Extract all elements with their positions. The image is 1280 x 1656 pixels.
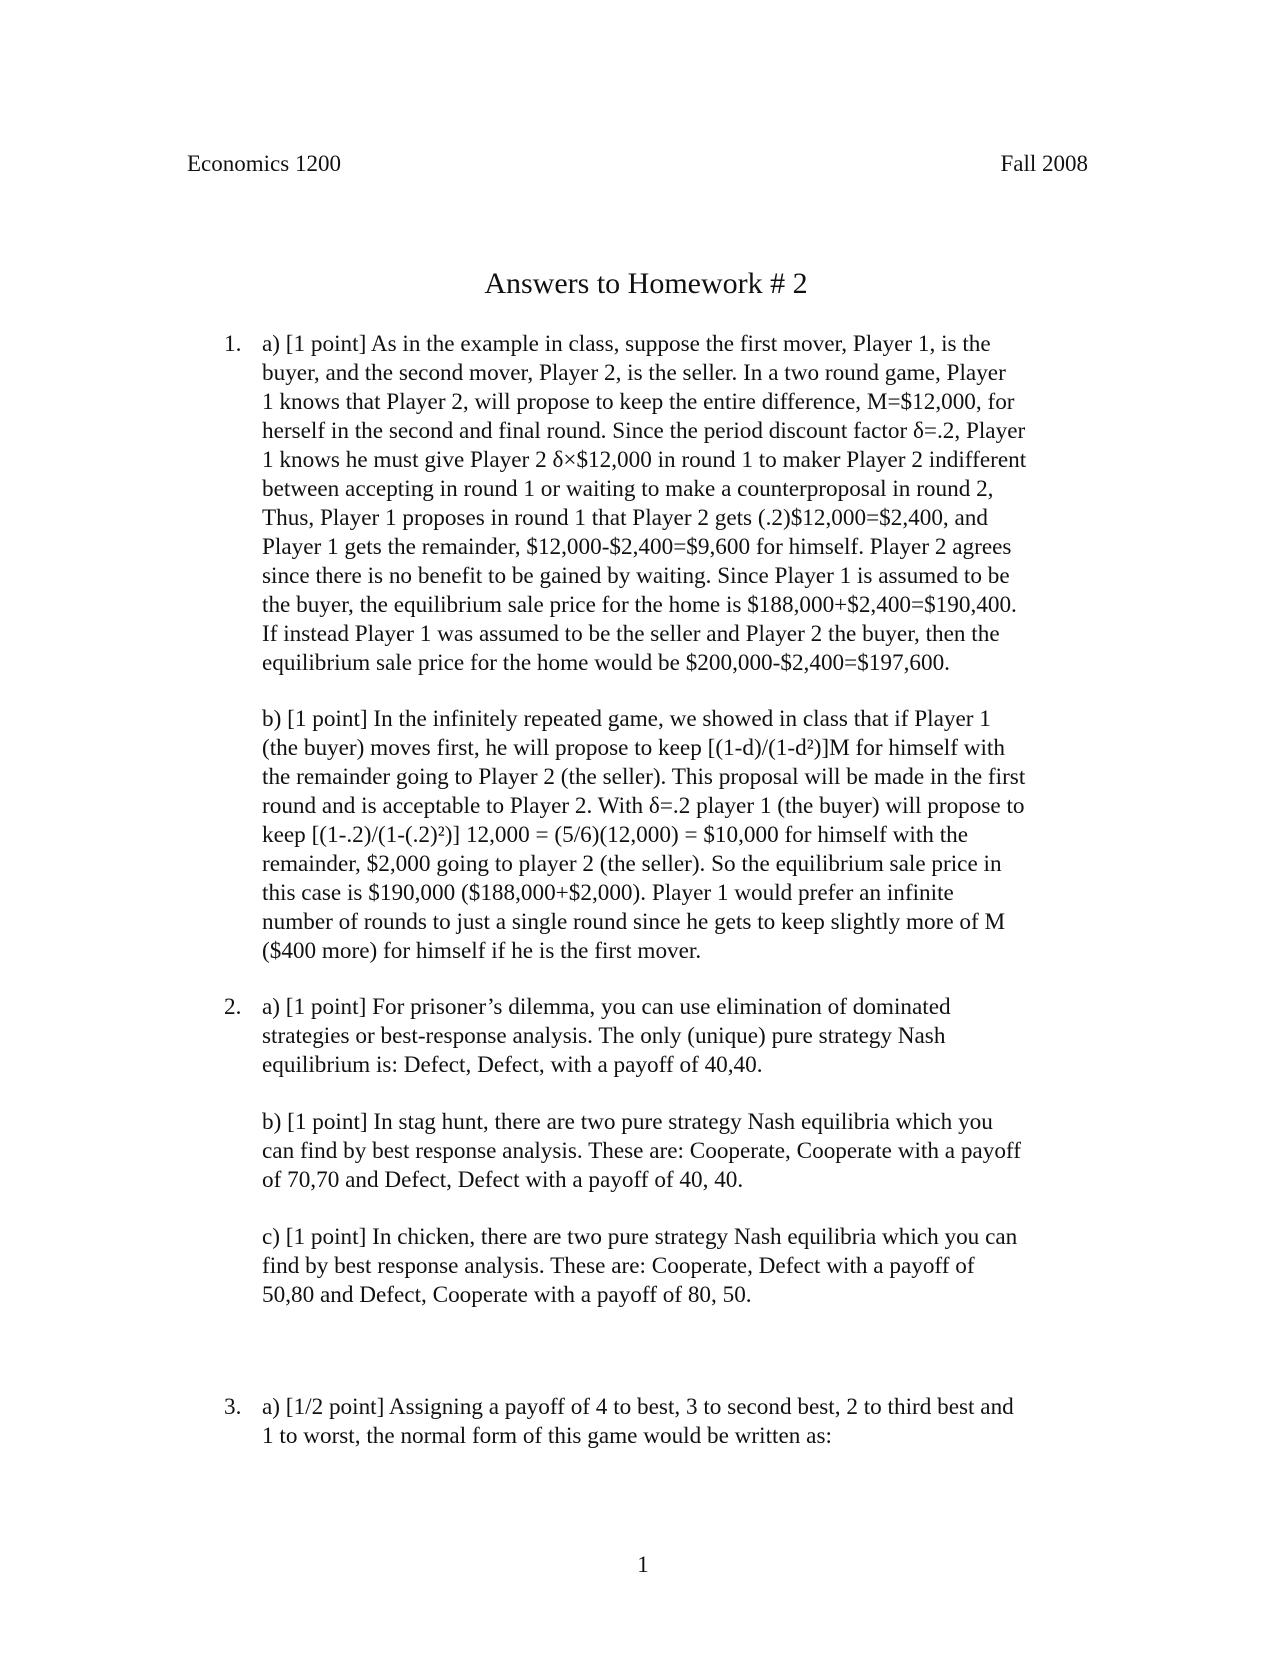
text-line: a) [1/2 point] Assigning a payoff of 4 to best, 3 to second best, 2 to third best and — [262, 1394, 1014, 1420]
text-line: since there is no benefit to be gained by waiting. Since Player 1 is assumed to be — [262, 563, 1010, 589]
question-2-number: 2. — [224, 994, 242, 1020]
text-line: c) [1 point] In chicken, there are two pure strategy Nash equilibria which you can — [262, 1224, 1018, 1250]
text-line: equilibrium is: Defect, Defect, with a payoff of 40,40. — [262, 1052, 763, 1078]
text-line: herself in the second and final round. Since the period discount factor δ=.2, Player — [262, 418, 1026, 444]
text-line: round and is acceptable to Player 2. With δ=.2 player 1 (the buyer) will propose to — [262, 793, 1025, 819]
question-2c-answer — [262, 1223, 1017, 1310]
text-line: 50,80 and Defect, Cooperate with a payoff of 80, 50. — [262, 1282, 752, 1308]
text-line: a) [1 point] For prisoner’s dilemma, you can use elimination of dominated — [262, 994, 951, 1020]
text-line: this case is $190,000 ($188,000+$2,000). Player 1 would prefer an infinite — [262, 880, 954, 906]
page-number: 1 — [637, 1552, 649, 1577]
document-title: Answers to Homework # 2 — [484, 267, 808, 300]
question-2a-answer — [262, 993, 951, 1080]
text-line: equilibrium sale price for the home would be $200,000-$2,400=$197,600. — [262, 650, 950, 676]
text-line: strategies or best-response analysis. The only (unique) pure strategy Nash — [262, 1023, 946, 1049]
text-line: keep [(1-.2)/(1-(.2)²)] 12,000 = (5/6)(12,000) = $10,000 for himself with the — [262, 822, 969, 848]
text-line: (the buyer) moves first, he will propose to keep [(1-d)/(1-d²)]M for himself with — [262, 735, 1005, 761]
text-line: between accepting in round 1 or waiting to make a counterproposal in round 2, — [262, 476, 994, 502]
text-line: the buyer, the equilibrium sale price for the home is $188,000+$2,400=$190,400. — [262, 592, 1017, 618]
text-line: buyer, and the second mover, Player 2, is the seller. In a two round game, Player — [262, 360, 1006, 386]
text-line: ($400 more) for himself if he is the first mover. — [262, 938, 702, 964]
text-line: 1 knows he must give Player 2 δ×$12,000 in round 1 to maker Player 2 indifferent — [262, 447, 1027, 473]
course-name: Economics 1200 — [187, 151, 341, 176]
question-1b-answer — [262, 705, 1025, 966]
question-3a-answer — [262, 1393, 1014, 1451]
text-line: Thus, Player 1 proposes in round 1 that Player 2 gets (.2)$12,000=$2,400, and — [262, 505, 988, 531]
question-2b-answer — [262, 1108, 1021, 1195]
term: Fall 2008 — [1000, 151, 1088, 176]
text-line: b) [1 point] In the infinitely repeated game, we showed in class that if Player 1 — [262, 706, 991, 732]
text-line: number of rounds to just a single round since he gets to keep slightly more of M — [262, 909, 1006, 935]
question-3-number: 3. — [224, 1394, 242, 1420]
text-line: remainder, $2,000 going to player 2 (the seller). So the equilibrium sale price in — [262, 851, 1002, 877]
question-1a-answer — [262, 330, 1026, 678]
text-line: 1 knows that Player 2, will propose to keep the entire difference, M=$12,000, for — [262, 389, 1015, 415]
text-line: can find by best response analysis. These are: Cooperate, Cooperate with a payoff — [262, 1138, 1021, 1164]
text-line: the remainder going to Player 2 (the seller). This proposal will be made in the first — [262, 764, 1026, 790]
text-line: Player 1 gets the remainder, $12,000-$2,400=$9,600 for himself. Player 2 agrees — [262, 534, 1012, 560]
question-1-number: 1. — [224, 331, 242, 357]
text-line: find by best response analysis. These are: Cooperate, Defect with a payoff of — [262, 1253, 975, 1279]
text-line: 1 to worst, the normal form of this game would be written as: — [262, 1423, 832, 1449]
text-line: of 70,70 and Defect, Defect with a payoff of 40, 40. — [262, 1167, 744, 1193]
text-line: If instead Player 1 was assumed to be the seller and Player 2 the buyer, then the — [262, 621, 1000, 647]
text-line: b) [1 point] In stag hunt, there are two pure strategy Nash equilibria which you — [262, 1109, 993, 1135]
text-line: a) [1 point] As in the example in class, suppose the first mover, Player 1, is the — [262, 331, 991, 357]
